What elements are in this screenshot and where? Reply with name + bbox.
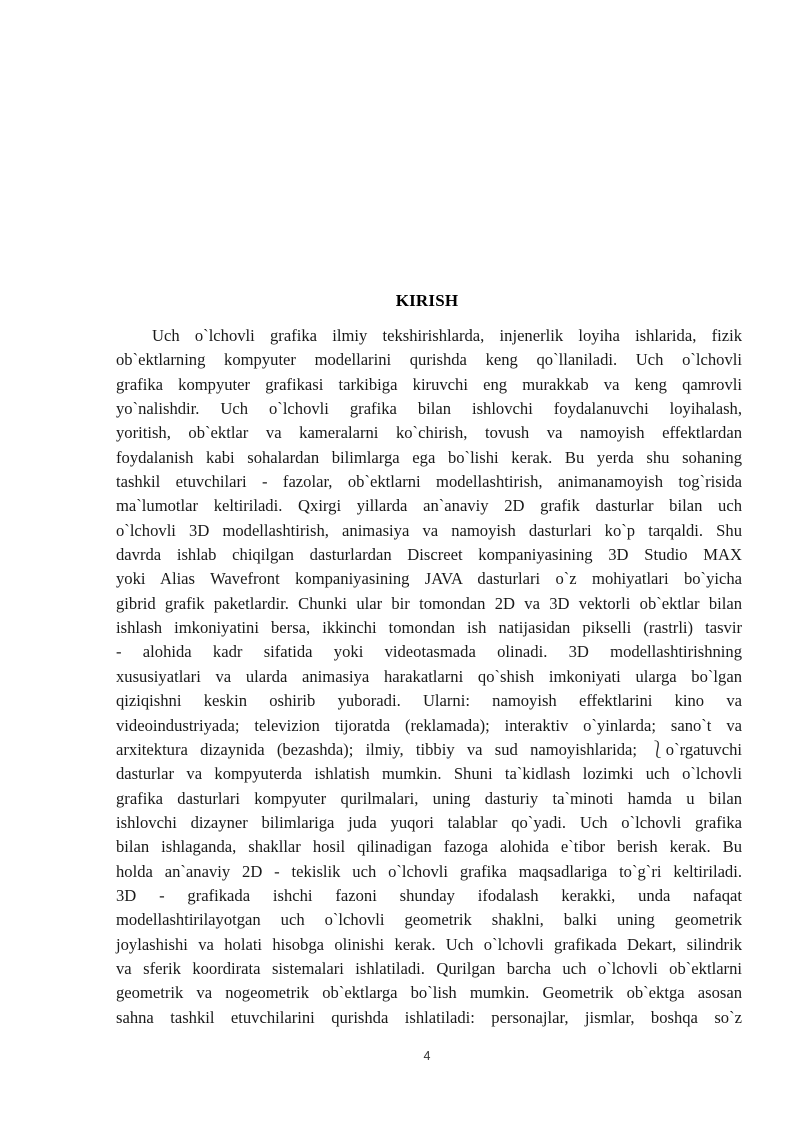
text-line: holda an`anaviy 2D - tekislik uch o`lchovli grafika maqsadlariga to`g`ri keltiriladi. bbox=[116, 861, 742, 881]
text-line: arxitektura dizaynida (bezashda); ilmiy, tibbiy va sud namoyishlarida; ⎱o`rgatuvchi bbox=[116, 739, 742, 759]
text-line: davrda ishlab chiqilgan dasturlardan Discreet kompaniyasining 3D Studio MAX bbox=[116, 545, 742, 565]
text-line: Uch o`lchovli grafika ilmiy tekshirishlarda, injenerlik loyiha ishlarida, fizik bbox=[152, 326, 742, 345]
text-line: videoindustriyada; televizion tijoratda (reklamada); interaktiv o`yinlarda; sano`t va bbox=[116, 715, 742, 735]
text-line: grafika kompyuter grafikasi tarkibiga kiruvchi eng murakkab va keng qamrovli bbox=[116, 374, 742, 394]
page-title: KIRISH bbox=[395, 291, 459, 310]
text-line: foydalanish kabi sohalardan bilimlarga ega bo`lishi kerak. Bu yerda shu sohaning bbox=[116, 447, 742, 467]
text-line: gibrid grafik paketlardir. Chunki ular bir tomondan 2D va 3D vektorli ob`ektlar bilan bbox=[116, 593, 742, 613]
text-line: yoki Alias Wavefront kompaniyasining JAVA dasturlari o`z mohiyatlari bo`yicha bbox=[116, 569, 742, 589]
text-line: ishlash imkoniyatini bersa, ikkinchi tomondan ish natijasidan pikselli (rastrli) tasvir bbox=[116, 618, 742, 638]
text-line: sahna tashkil etuvchilarini qurishda ishlatiladi: personajlar, jismlar, boshqa so`z bbox=[116, 1007, 742, 1027]
text-line: xususiyatlari va ularda animasiya harakatlarni qo`shish imkoniyati ularga bo`lgan bbox=[116, 666, 742, 686]
text-line: tashkil etuvchilari - fazolar, ob`ektlarni modellashtirish, animanamoyish tog`risida bbox=[116, 472, 742, 492]
body-text bbox=[116, 324, 742, 1030]
text-line: - alohida kadr sifatida yoki videotasmada olinadi. 3D modellashtirishning bbox=[116, 642, 742, 662]
text-line: grafika dasturlari kompyuter qurilmalari, uning dasturiy ta`minoti hamda u bilan bbox=[116, 788, 742, 808]
text-line: ob`ektlarning kompyuter modellarini qurishda keng qo`llaniladi. Uch o`lchovli bbox=[116, 350, 742, 370]
text-line: geometrik va nogeometrik ob`ektlarga bo`lish mumkin. Geometrik ob`ektga asosan bbox=[116, 983, 742, 1003]
text-line: 3D - grafikada ishchi fazoni shunday ifodalash kerakki, unda nafaqat bbox=[116, 885, 742, 905]
text-line: va sferik koordirata sistemalari ishlatiladi. Qurilgan barcha uch o`lchovli ob`ektlarni bbox=[116, 958, 742, 978]
text-line: joylashishi va holati hisobga olinishi kerak. Uch o`lchovli grafikada Dekart, silindrik bbox=[116, 934, 742, 954]
page-number: 4 bbox=[423, 1049, 431, 1063]
text-line: o`lchovli 3D modellashtirish, animasiya va namoyish dasturlari ko`p tarqaldi. Shu bbox=[116, 520, 742, 540]
text-line: dasturlar va kompyuterda ishlatish mumkin. Shuni ta`kidlash lozimki uch o`lchovli bbox=[116, 764, 742, 784]
text-line: ma`lumotlar keltiriladi. Qxirgi yillarda an`anaviy 2D grafik dasturlar bilan uch bbox=[116, 496, 742, 516]
text-line: modellashtirilayotgan uch o`lchovli geometrik shaklni, balki uning geometrik bbox=[116, 910, 742, 930]
text-line: qiziqishni keskin oshirib yuboradi. Ularni: namoyish effektlarini kino va bbox=[116, 691, 742, 711]
text-line: yoritish, ob`ektlar va kameralarni ko`chirish, tovush va namoyish effektlardan bbox=[116, 423, 742, 443]
text-line: ishlovchi dizayner bilimlariga juda yuqori talablar qo`yadi. Uch o`lchovli grafika bbox=[116, 812, 742, 832]
text-line: yo`nalishdir. Uch o`lchovli grafika bilan ishlovchi foydalanuvchi loyihalash, bbox=[116, 399, 742, 419]
text-line: bilan ishlaganda, shakllar hosil qilinadigan fazoga alohida e`tibor berish kerak. Bu bbox=[116, 837, 742, 857]
